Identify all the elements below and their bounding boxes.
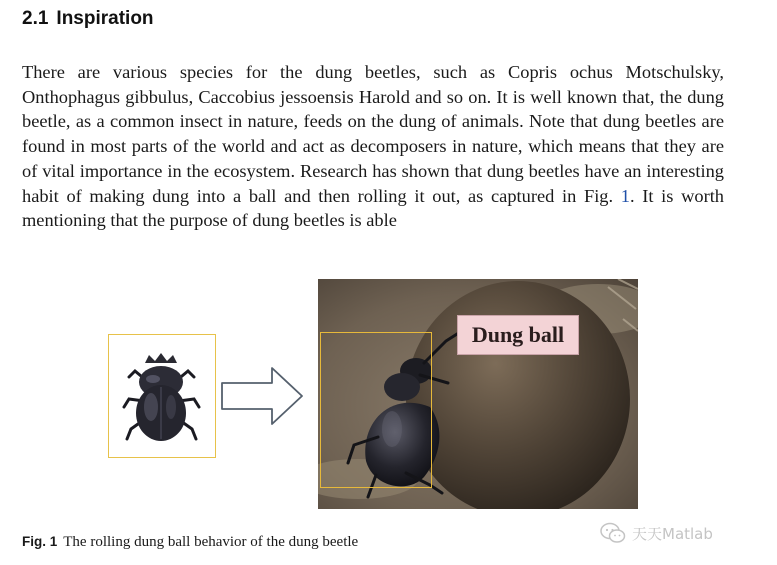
section-title: Inspiration — [56, 8, 154, 29]
body-paragraph — [22, 60, 724, 233]
right-arrow-icon — [220, 366, 304, 426]
figure-reference-link[interactable]: 1 — [620, 185, 630, 206]
dung-ball-photo — [318, 279, 638, 509]
dung-beetle-icon — [109, 335, 214, 456]
figure-caption-text: The rolling dung ball behavior of the dung beetle — [63, 534, 359, 550]
paragraph-text: There are various species for the dung beetles, such as Copris ochus Motschulsky, Onthophagus gibbulus, Caccobius jessoensis Harold and so on. It is well known that, the dung beetle, as a common insect in nature, feeds on the dung of animals. Note that dung beetles are found in most parts of the world and act as decomposers in nature, which means that they are of vital importance in the ecosystem. Research has shown that dung beetles have an interesting habit of making dung into a ball and then rolling it out, as captured in Fig. — [22, 62, 724, 206]
figure-caption — [22, 534, 358, 551]
section-number: 2.1 — [22, 8, 49, 29]
paragraph-text-tail: . It is worth mentioning that the purpose of dung beetles is able — [22, 185, 725, 231]
watermark — [600, 522, 713, 544]
watermark-text: 天天Matlab — [632, 524, 713, 543]
wechat-icon — [600, 522, 626, 544]
beetle-highlight-box — [320, 332, 432, 488]
figure-caption-tag: Fig. 1 — [22, 534, 58, 549]
section-heading — [22, 8, 154, 30]
beetle-illustration — [108, 334, 216, 458]
dung-ball-label: Dung ball — [457, 315, 579, 355]
